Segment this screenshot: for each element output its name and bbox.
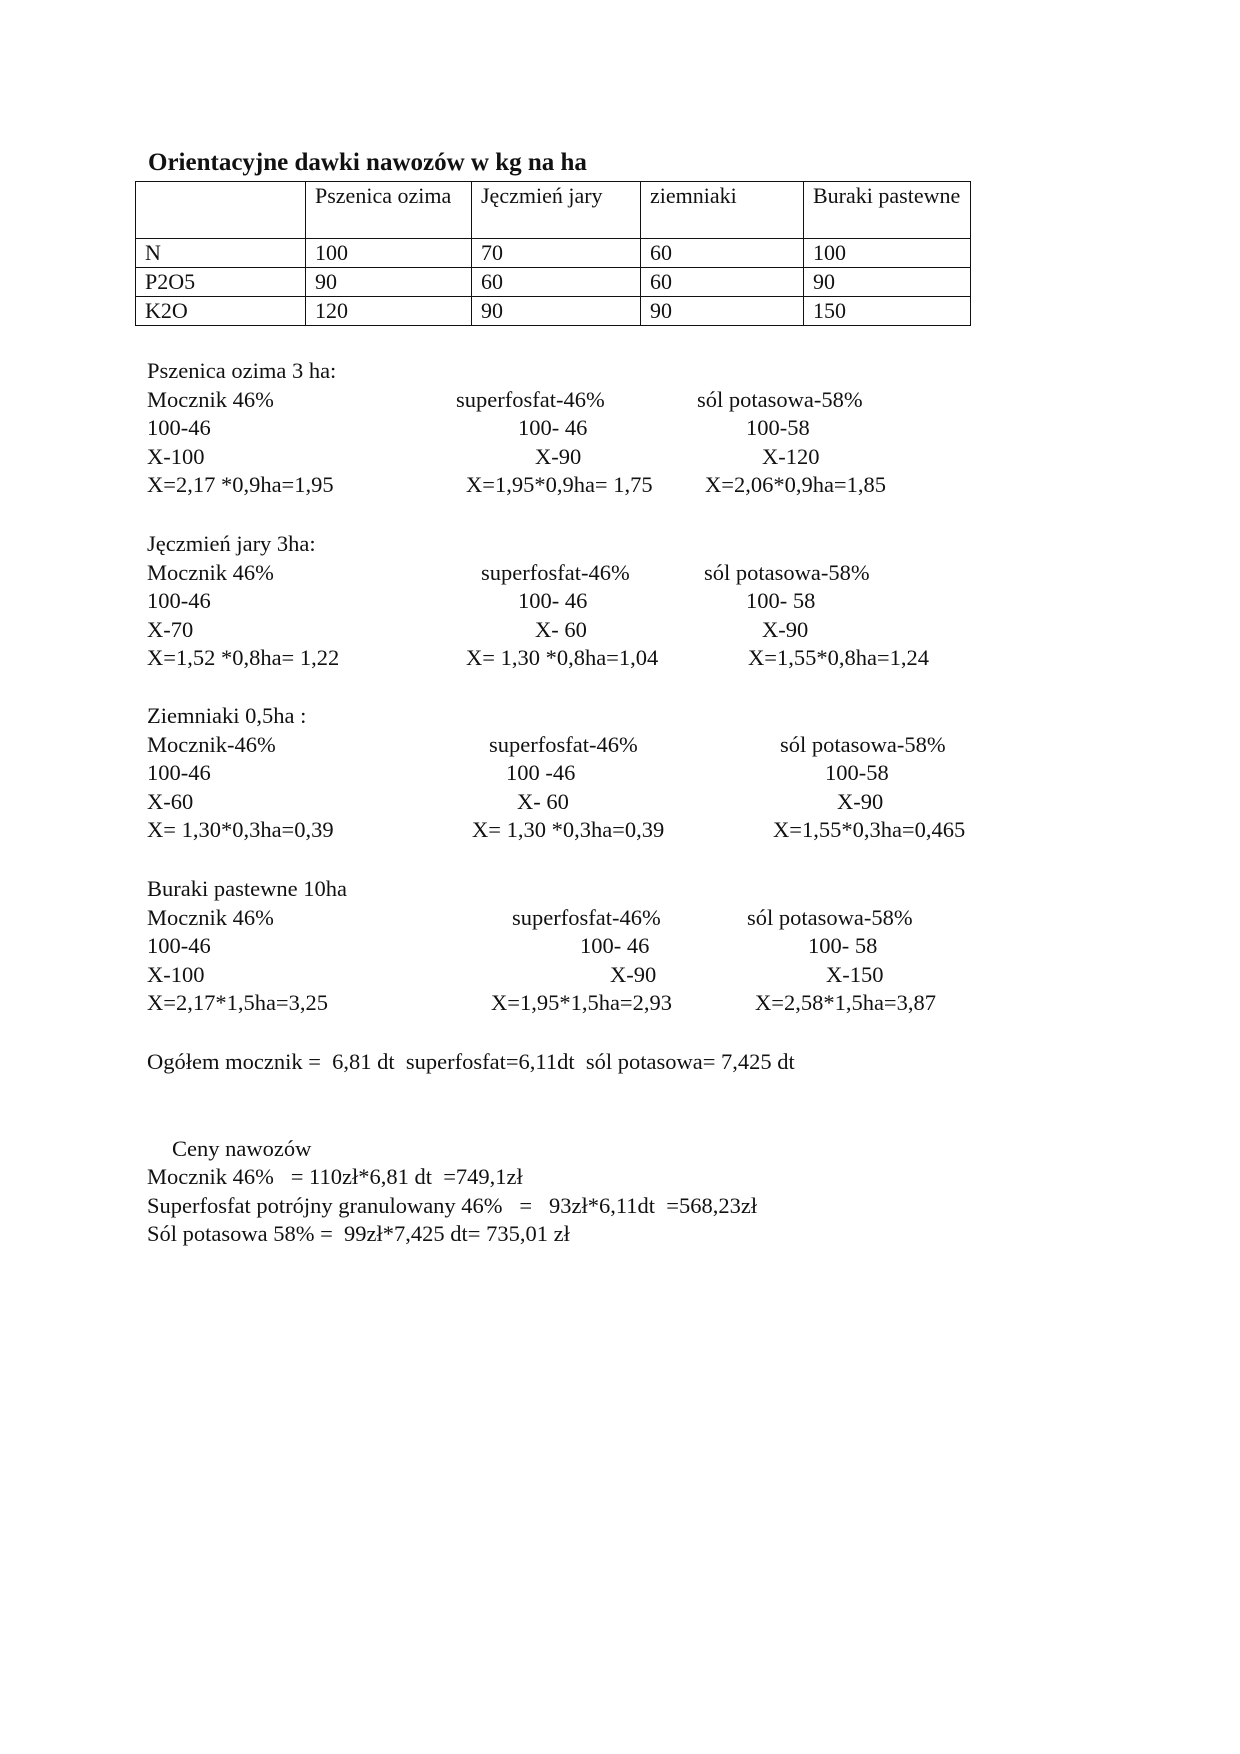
calc-line: X-100 (147, 962, 205, 987)
calc-line: X=2,06*0,9ha=1,85 (705, 472, 886, 497)
table-row (136, 297, 971, 326)
table-cell: 60 (641, 239, 804, 268)
calc-line: sól potasowa-58% (704, 560, 870, 585)
price-line: Superfosfat potrójny granulowany 46% = 93zł*6,11dt =568,23zł (147, 1193, 758, 1218)
calc-line: Mocznik 46% (147, 905, 274, 930)
calc-line: X= 1,30*0,3ha=0,39 (147, 817, 334, 842)
calc-line: X=1,95*1,5ha=2,93 (491, 990, 672, 1015)
table-cell: 150 (804, 297, 971, 326)
table-row (136, 268, 971, 297)
document-title: Orientacyjne dawki nawozów w kg na ha (148, 149, 587, 176)
calc-line: sól potasowa-58% (780, 732, 946, 757)
calc-line: 100-58 (825, 760, 889, 785)
calc-line: 100- 46 (580, 933, 650, 958)
table-cell: 90 (472, 297, 641, 326)
table-header-cell (136, 182, 306, 239)
calc-line: Mocznik 46% (147, 560, 274, 585)
calc-line: X= 1,30 *0,8ha=1,04 (466, 645, 659, 670)
calc-line: X-90 (762, 617, 809, 642)
calc-line: superfosfat-46% (456, 387, 605, 412)
price-line: Sól potasowa 58% = 99zł*7,425 dt= 735,01 zł (147, 1221, 570, 1246)
price-line: Mocznik 46% = 110zł*6,81 dt =749,1zł (147, 1164, 523, 1189)
fertilizer-dose-table (135, 181, 971, 326)
calc-line: Mocznik-46% (147, 732, 276, 757)
calc-line: X- 60 (517, 789, 569, 814)
section-heading: Ziemniaki 0,5ha : (147, 703, 307, 728)
calc-line: 100 -46 (506, 760, 576, 785)
section-heading: Buraki pastewne 10ha (147, 876, 347, 901)
calc-line: X-70 (147, 617, 194, 642)
table-header-cell: Jęczmień jary (472, 182, 641, 239)
calc-line: 100-58 (746, 415, 810, 440)
table-cell: 90 (306, 268, 472, 297)
calc-line: 100-46 (147, 588, 211, 613)
calc-line: sól potasowa-58% (747, 905, 913, 930)
calc-line: X=1,95*0,9ha= 1,75 (466, 472, 653, 497)
calc-line: X-90 (610, 962, 657, 987)
section-heading: Pszenica ozima 3 ha: (147, 358, 337, 383)
table-row (136, 239, 971, 268)
calc-line: X-60 (147, 789, 194, 814)
calc-line: 100-46 (147, 760, 211, 785)
calc-line: X=2,58*1,5ha=3,87 (755, 990, 936, 1015)
calc-line: sól potasowa-58% (697, 387, 863, 412)
table-cell: 70 (472, 239, 641, 268)
table-cell: 100 (306, 239, 472, 268)
calc-line: 100- 58 (808, 933, 878, 958)
calc-line: X- 60 (535, 617, 587, 642)
table-cell: 60 (472, 268, 641, 297)
calc-line: superfosfat-46% (512, 905, 661, 930)
calc-line: 100- 46 (518, 415, 588, 440)
table-cell: 90 (804, 268, 971, 297)
calc-line: X= 1,30 *0,3ha=0,39 (472, 817, 665, 842)
calc-line: X=1,55*0,8ha=1,24 (748, 645, 929, 670)
calc-line: superfosfat-46% (481, 560, 630, 585)
calc-line: 100-46 (147, 933, 211, 958)
calc-line: X-120 (762, 444, 820, 469)
table-cell: 120 (306, 297, 472, 326)
table-cell: N (136, 239, 306, 268)
table-header-cell: Pszenica ozima (306, 182, 472, 239)
calc-line: X=2,17 *0,9ha=1,95 (147, 472, 334, 497)
calc-line: X=1,55*0,3ha=0,465 (773, 817, 966, 842)
calc-line: X-100 (147, 444, 205, 469)
calc-line: X-90 (535, 444, 582, 469)
calc-line: 100- 58 (746, 588, 816, 613)
calc-line: X=1,52 *0,8ha= 1,22 (147, 645, 340, 670)
calc-line: X=2,17*1,5ha=3,25 (147, 990, 328, 1015)
calc-line: Mocznik 46% (147, 387, 274, 412)
table-cell: 100 (804, 239, 971, 268)
table-cell: 60 (641, 268, 804, 297)
calc-line: superfosfat-46% (489, 732, 638, 757)
calc-line: 100-46 (147, 415, 211, 440)
table-header-cell: Buraki pastewne (804, 182, 971, 239)
table-header-row (136, 182, 971, 239)
table-header-cell: ziemniaki (641, 182, 804, 239)
table-cell: K2O (136, 297, 306, 326)
section-heading: Jęczmień jary 3ha: (147, 531, 316, 556)
table-cell: 90 (641, 297, 804, 326)
calc-line: X-150 (826, 962, 884, 987)
calc-line: X-90 (837, 789, 884, 814)
table-cell: P2O5 (136, 268, 306, 297)
total-summary: Ogółem mocznik = 6,81 dt superfosfat=6,11dt sól potasowa= 7,425 dt (147, 1049, 795, 1074)
calc-line: 100- 46 (518, 588, 588, 613)
prices-heading: Ceny nawozów (172, 1136, 312, 1161)
